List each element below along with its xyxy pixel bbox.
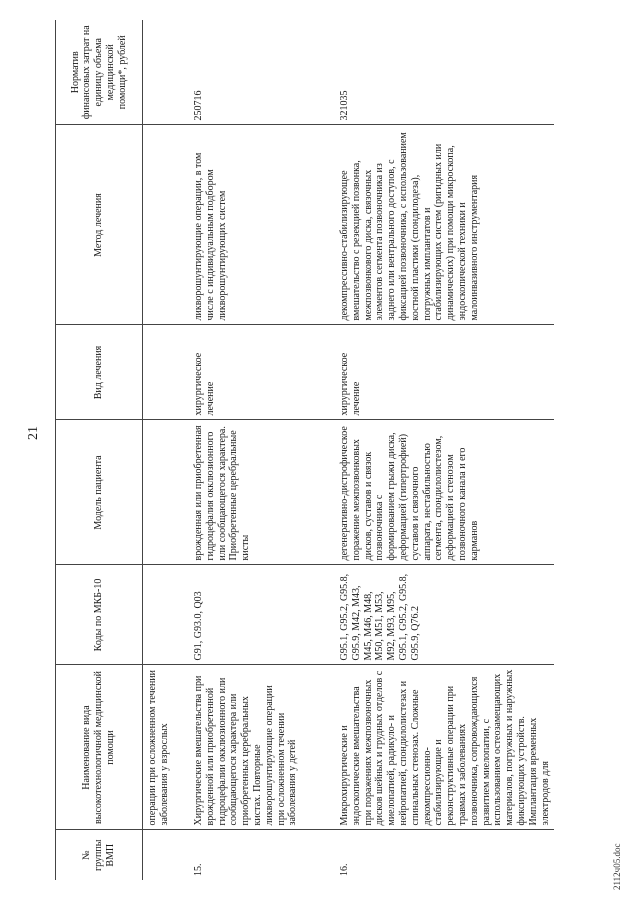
cell-name: Микрохирургические и эндоскопические вмешательства при поражениях межпозвоночных дисков шейных и грудных отделов с миелопатией, радикуло- и нейропатией, спондилолистезах и спинальных стенозах. Сложные декомпрессионно-стабилизирующие и реконструктивные операции при травмах и заболеваниях позвоночника, сопровождающихся развитием миелопатии, с использованием остеозамещающих материалов, погружных и наружных фиксирующих устройств. Имплантация временных электродов для [336, 665, 554, 830]
cell-num: 15. [193, 863, 204, 876]
cell-type: хирургическое лечение [190, 325, 336, 420]
page-number: 21 [26, 426, 41, 440]
cell-type [143, 325, 191, 420]
rotated-table-sheet [55, 20, 625, 880]
header-num: № группы ВМП [56, 830, 143, 880]
cell-norm: 321035 [336, 20, 554, 125]
cell-num [143, 830, 191, 880]
cell-num: 16. [339, 863, 350, 876]
cell-method: декомпрессивно-стабилизирующее вмешательство с резекцией позвонка, межпозвонкового диска, связочных элементов сегмента позвоночника из заднего или вентрального доступов, с фиксацией позвоночника, с использованием костной пластики (спондилодеза), погружных имплантатов и стабилизирующих систем (ригидных или динамических) при помощи микроскопа, эндоскопической техники и малоинвазивного инструментария [336, 125, 554, 325]
cell-icd [143, 565, 191, 665]
cell-norm: 250716 [190, 20, 336, 125]
cell-model: дегенеративно-дистрофическое поражение межпозвонковых дисков, суставов и связок позвоночника с формированием грыжи диска, деформацией (гипертрофией) суставов и связочного аппарата, нестабильностью сегмента, спондилолистезом, деформацией и стенозом позвоночного канала и его карманов [336, 420, 554, 565]
footer-file-code: 2112ч05.doc [612, 843, 622, 890]
vmp-table [55, 20, 554, 880]
header-method: Метод лечения [56, 125, 143, 325]
header-icd: Коды по МКБ-10 [56, 565, 143, 665]
cell-name: Хирургические вмешательства при врожденной или приобретенной гидроцефалии окклюзионного или сообщающегося характера или приобретенных церебральных кистах. Повторные ликворошунтирующие операции при осложненном течении заболевания у детей [190, 665, 336, 830]
cell-icd: G95.1, G95.2, G95.8, G95.9, M42, M43, M45, M46, M48, M50, M51, M53, M92, M93, M95, G95.1, G95.2, G95.8, G95.9, Q76.2 [336, 565, 554, 665]
header-model: Модель пациента [56, 420, 143, 565]
header-norm: Норматив финансовых затрат на единицу объема медицинской помощи*, рублей [56, 20, 143, 125]
cell-method: ликворошунтирующие операции, в том числе с индивидуальным подбором ликворошунтирующих систем [190, 125, 336, 325]
cell-type: хирургическое лечение [336, 325, 554, 420]
cell-norm [143, 20, 191, 125]
table-row [143, 20, 191, 880]
header-type: Вид лечения [56, 325, 143, 420]
cell-method [143, 125, 191, 325]
table-row [336, 20, 554, 880]
table-header-row [56, 20, 143, 880]
table-row [190, 20, 336, 880]
cell-model [143, 420, 191, 565]
header-name: Наименование вида высокотехнологичной медицинской помощи [56, 665, 143, 830]
cell-icd: G91, G93.0, Q03 [190, 565, 336, 665]
cell-name: операции при осложненном течении заболевания у взрослых [143, 665, 191, 830]
cell-model: врожденная или приобретенная гидроцефалия окклюзионного или сообщающегося характера. Приобретенные церебральные кисты [190, 420, 336, 565]
